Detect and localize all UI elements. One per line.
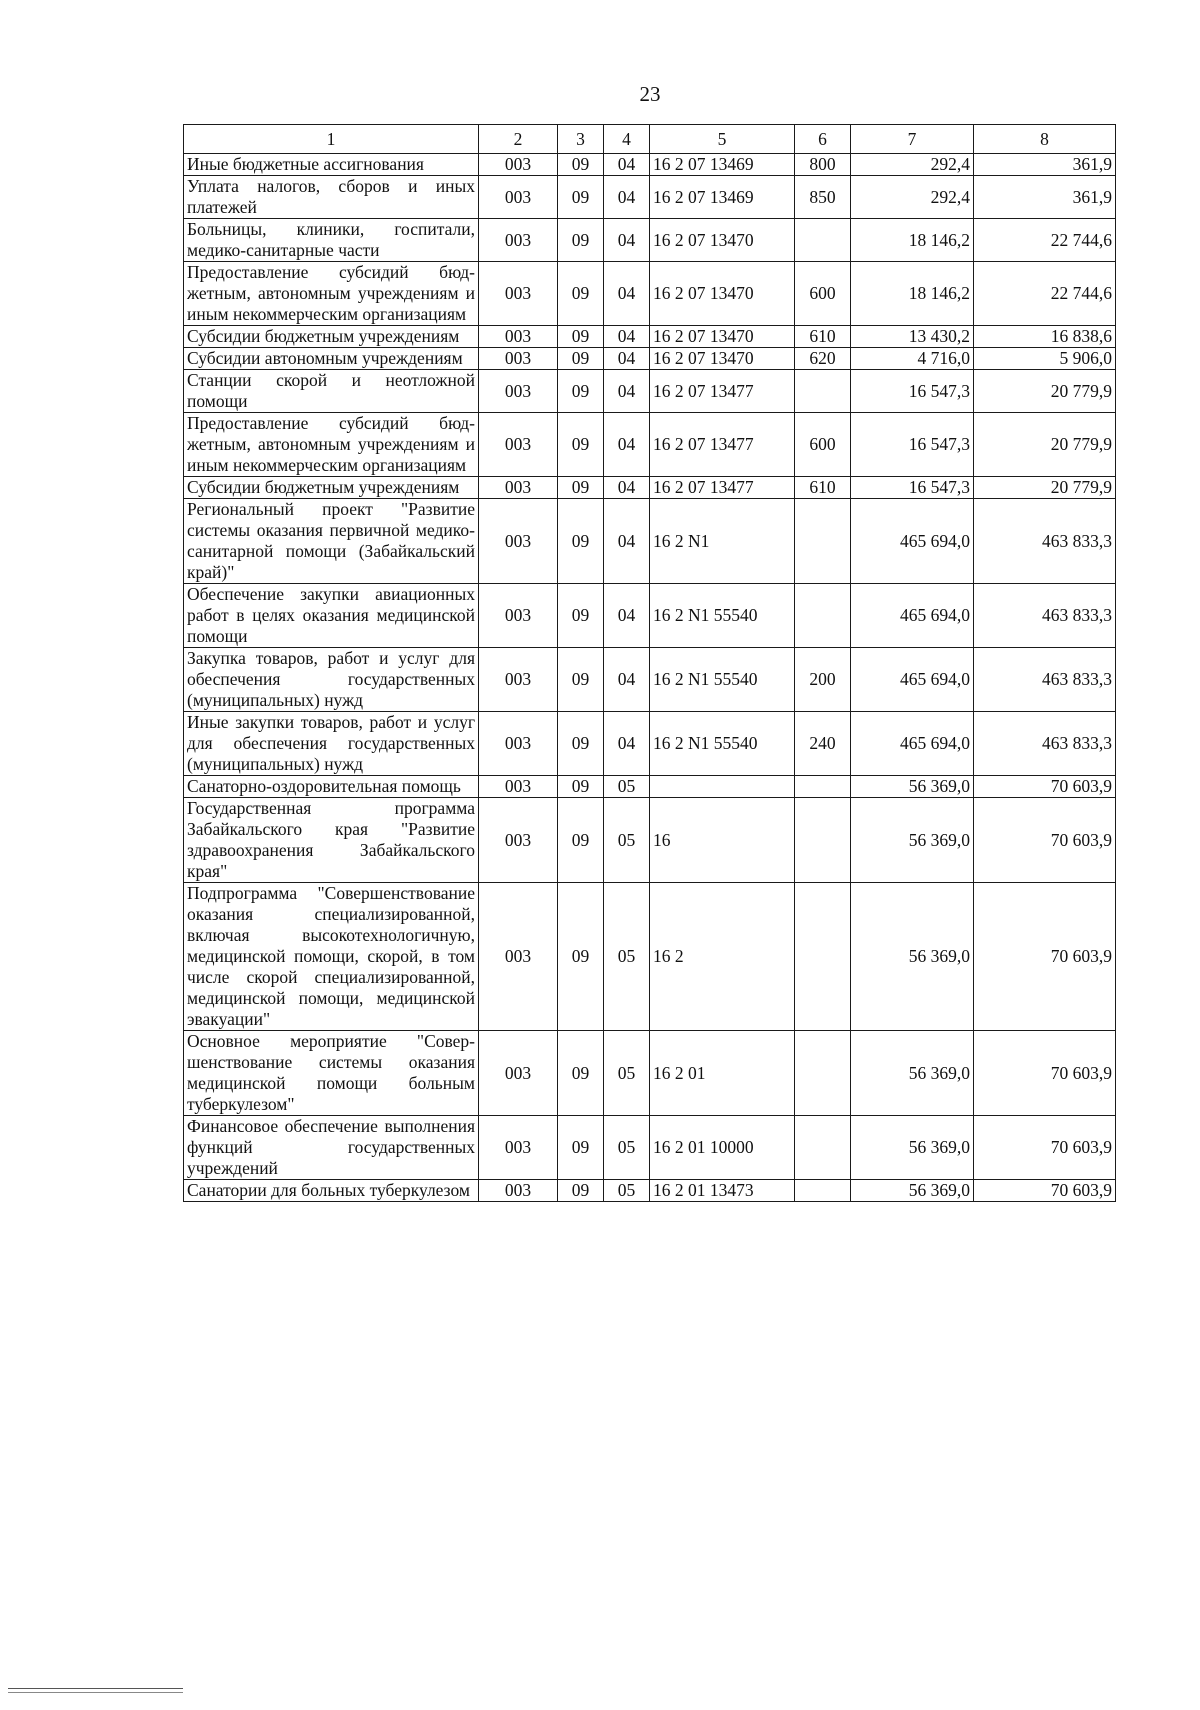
cell-target-article: 16 2 07 13470	[650, 348, 795, 370]
cell-amount-year1: 13 430,2	[851, 326, 974, 348]
cell-target-article: 16 2 01 10000	[650, 1116, 795, 1180]
cell-target-article: 16 2 07 13470	[650, 262, 795, 326]
cell-expense-type: 240	[795, 712, 851, 776]
cell-subsection: 04	[604, 176, 650, 219]
row-name: Субсидии автономным учреждениям	[184, 348, 479, 370]
table-row	[184, 413, 1116, 477]
cell-expense-type	[795, 883, 851, 1031]
cell-expense-type: 800	[795, 154, 851, 176]
cell-expense-type: 600	[795, 262, 851, 326]
cell-subsection: 04	[604, 219, 650, 262]
cell-amount-year2: 70 603,9	[974, 1031, 1116, 1116]
cell-amount-year2: 463 833,3	[974, 712, 1116, 776]
cell-amount-year1: 16 547,3	[851, 477, 974, 499]
cell-section: 09	[558, 499, 604, 584]
cell-amount-year2: 22 744,6	[974, 262, 1116, 326]
row-name: Подпрограмма "Совершенствование оказания специализированной, включая высокотехнологичную, медицинской помощи, скорой, в том числе скорой специализированной, медицинской помощи, медицинской эвакуации"	[184, 883, 479, 1031]
cell-amount-year1: 56 369,0	[851, 798, 974, 883]
cell-expense-type	[795, 219, 851, 262]
cell-amount-year2: 70 603,9	[974, 1116, 1116, 1180]
table-row	[184, 262, 1116, 326]
table-row	[184, 883, 1116, 1031]
cell-admin-code: 003	[479, 1116, 558, 1180]
cell-expense-type	[795, 1031, 851, 1116]
cell-amount-year1: 292,4	[851, 176, 974, 219]
cell-amount-year1: 16 547,3	[851, 370, 974, 413]
cell-section: 09	[558, 1031, 604, 1116]
cell-section: 09	[558, 413, 604, 477]
table-row	[184, 176, 1116, 219]
cell-target-article: 16 2 N1 55540	[650, 584, 795, 648]
table-row	[184, 798, 1116, 883]
table-row	[184, 648, 1116, 712]
cell-amount-year1: 292,4	[851, 154, 974, 176]
row-name: Станции скорой и неотложной помощи	[184, 370, 479, 413]
table-row	[184, 326, 1116, 348]
cell-amount-year1: 465 694,0	[851, 499, 974, 584]
cell-amount-year2: 70 603,9	[974, 1180, 1116, 1202]
table-row	[184, 776, 1116, 798]
cell-amount-year1: 56 369,0	[851, 1180, 974, 1202]
cell-admin-code: 003	[479, 326, 558, 348]
column-header-2: 2	[479, 125, 558, 154]
cell-admin-code: 003	[479, 648, 558, 712]
cell-amount-year1: 18 146,2	[851, 219, 974, 262]
cell-amount-year2: 20 779,9	[974, 413, 1116, 477]
cell-subsection: 04	[604, 370, 650, 413]
cell-target-article: 16 2 01	[650, 1031, 795, 1116]
cell-target-article: 16 2 07 13470	[650, 219, 795, 262]
table-row	[184, 348, 1116, 370]
cell-admin-code: 003	[479, 883, 558, 1031]
cell-expense-type: 600	[795, 413, 851, 477]
cell-target-article: 16 2 07 13477	[650, 370, 795, 413]
cell-section: 09	[558, 712, 604, 776]
cell-amount-year2: 463 833,3	[974, 648, 1116, 712]
cell-amount-year1: 4 716,0	[851, 348, 974, 370]
cell-admin-code: 003	[479, 712, 558, 776]
table-row	[184, 712, 1116, 776]
cell-subsection: 04	[604, 348, 650, 370]
cell-admin-code: 003	[479, 477, 558, 499]
column-header-3: 3	[558, 125, 604, 154]
cell-admin-code: 003	[479, 584, 558, 648]
cell-target-article: 16	[650, 798, 795, 883]
cell-amount-year2: 20 779,9	[974, 477, 1116, 499]
cell-expense-type: 620	[795, 348, 851, 370]
cell-amount-year1: 465 694,0	[851, 584, 974, 648]
cell-target-article: 16 2	[650, 883, 795, 1031]
cell-section: 09	[558, 370, 604, 413]
column-header-6: 6	[795, 125, 851, 154]
page-number: 23	[639, 82, 661, 106]
row-name: Субсидии бюджетным учреждениям	[184, 477, 479, 499]
table-row	[184, 1031, 1116, 1116]
table-row	[184, 1180, 1116, 1202]
cell-amount-year2: 70 603,9	[974, 883, 1116, 1031]
row-name: Закупка товаров, работ и услуг для обеспечения государственных (муниципальных) нужд	[184, 648, 479, 712]
cell-expense-type: 610	[795, 477, 851, 499]
cell-section: 09	[558, 477, 604, 499]
row-name: Иные бюджетные ассигнования	[184, 154, 479, 176]
cell-subsection: 05	[604, 1180, 650, 1202]
cell-subsection: 04	[604, 477, 650, 499]
cell-amount-year2: 463 833,3	[974, 499, 1116, 584]
cell-section: 09	[558, 883, 604, 1031]
column-header-4: 4	[604, 125, 650, 154]
cell-target-article: 16 2 07 13469	[650, 154, 795, 176]
cell-subsection: 04	[604, 584, 650, 648]
cell-subsection: 04	[604, 413, 650, 477]
cell-amount-year1: 465 694,0	[851, 712, 974, 776]
row-name: Больницы, клиники, госпитали, медико-санитарные части	[184, 219, 479, 262]
cell-subsection: 04	[604, 499, 650, 584]
row-name: Государственная программа Забайкальского края "Развитие здравоохранения Забайкальского края"	[184, 798, 479, 883]
cell-section: 09	[558, 1180, 604, 1202]
cell-subsection: 05	[604, 798, 650, 883]
cell-expense-type	[795, 1180, 851, 1202]
cell-admin-code: 003	[479, 798, 558, 883]
cell-admin-code: 003	[479, 776, 558, 798]
cell-target-article: 16 2 07 13477	[650, 477, 795, 499]
cell-target-article: 16 2 07 13470	[650, 326, 795, 348]
cell-amount-year2: 20 779,9	[974, 370, 1116, 413]
table-row	[184, 477, 1116, 499]
table-body	[184, 154, 1116, 1202]
row-name: Предоставление субсидий бюджетным, автономным учреждениям и иным некоммерческим организациям	[184, 262, 479, 326]
row-name: Обеспечение закупки авиационных работ в целях оказания медицинской помощи	[184, 584, 479, 648]
cell-amount-year2: 16 838,6	[974, 326, 1116, 348]
cell-subsection: 05	[604, 883, 650, 1031]
scan-edge-line	[8, 1688, 183, 1689]
cell-section: 09	[558, 176, 604, 219]
cell-admin-code: 003	[479, 348, 558, 370]
cell-target-article: 16 2 07 13469	[650, 176, 795, 219]
cell-amount-year2: 5 906,0	[974, 348, 1116, 370]
row-name: Уплата налогов, сборов и иных платежей	[184, 176, 479, 219]
cell-amount-year2: 70 603,9	[974, 776, 1116, 798]
cell-section: 09	[558, 154, 604, 176]
cell-admin-code: 003	[479, 1031, 558, 1116]
row-name: Предоставление субсидий бюджетным, автономным учреждениям и иным некоммерческим организациям	[184, 413, 479, 477]
cell-subsection: 04	[604, 648, 650, 712]
cell-admin-code: 003	[479, 413, 558, 477]
cell-subsection: 04	[604, 712, 650, 776]
cell-subsection: 04	[604, 262, 650, 326]
cell-subsection: 04	[604, 154, 650, 176]
cell-expense-type	[795, 798, 851, 883]
table-row	[184, 499, 1116, 584]
cell-amount-year1: 18 146,2	[851, 262, 974, 326]
cell-admin-code: 003	[479, 370, 558, 413]
cell-section: 09	[558, 348, 604, 370]
cell-target-article: 16 2 N1 55540	[650, 648, 795, 712]
cell-subsection: 04	[604, 326, 650, 348]
cell-subsection: 05	[604, 1031, 650, 1116]
row-name: Иные закупки товаров, работ и услуг для обеспечения государственных (муниципальных) нужд	[184, 712, 479, 776]
cell-target-article	[650, 776, 795, 798]
cell-amount-year2: 70 603,9	[974, 798, 1116, 883]
cell-amount-year2: 22 744,6	[974, 219, 1116, 262]
cell-admin-code: 003	[479, 262, 558, 326]
cell-expense-type	[795, 1116, 851, 1180]
cell-amount-year1: 56 369,0	[851, 776, 974, 798]
cell-expense-type: 610	[795, 326, 851, 348]
cell-section: 09	[558, 326, 604, 348]
cell-amount-year1: 56 369,0	[851, 1031, 974, 1116]
cell-target-article: 16 2 N1	[650, 499, 795, 584]
cell-expense-type	[795, 584, 851, 648]
cell-admin-code: 003	[479, 176, 558, 219]
cell-expense-type: 200	[795, 648, 851, 712]
cell-amount-year2: 463 833,3	[974, 584, 1116, 648]
cell-amount-year2: 361,9	[974, 176, 1116, 219]
table-row	[184, 370, 1116, 413]
column-header-1: 1	[184, 125, 479, 154]
table-row	[184, 1116, 1116, 1180]
row-name: Санатории для больных туберкулезом	[184, 1180, 479, 1202]
cell-amount-year1: 56 369,0	[851, 883, 974, 1031]
cell-admin-code: 003	[479, 499, 558, 584]
table-row	[184, 219, 1116, 262]
row-name: Санаторно-оздоровительная помощь	[184, 776, 479, 798]
cell-section: 09	[558, 776, 604, 798]
column-header-7: 7	[851, 125, 974, 154]
budget-table	[183, 124, 1116, 1202]
row-name: Финансовое обеспечение выполнения функций государственных учреждений	[184, 1116, 479, 1180]
cell-admin-code: 003	[479, 1180, 558, 1202]
cell-section: 09	[558, 648, 604, 712]
cell-section: 09	[558, 219, 604, 262]
cell-amount-year2: 361,9	[974, 154, 1116, 176]
cell-expense-type: 850	[795, 176, 851, 219]
column-header-8: 8	[974, 125, 1116, 154]
column-header-5: 5	[650, 125, 795, 154]
cell-section: 09	[558, 584, 604, 648]
cell-section: 09	[558, 798, 604, 883]
cell-amount-year1: 465 694,0	[851, 648, 974, 712]
cell-admin-code: 003	[479, 154, 558, 176]
cell-expense-type	[795, 370, 851, 413]
cell-subsection: 05	[604, 1116, 650, 1180]
table-row	[184, 584, 1116, 648]
cell-section: 09	[558, 1116, 604, 1180]
cell-admin-code: 003	[479, 219, 558, 262]
row-name: Субсидии бюджетным учреждениям	[184, 326, 479, 348]
table-row	[184, 154, 1116, 176]
cell-expense-type	[795, 499, 851, 584]
cell-amount-year1: 16 547,3	[851, 413, 974, 477]
cell-section: 09	[558, 262, 604, 326]
cell-expense-type	[795, 776, 851, 798]
cell-target-article: 16 2 01 13473	[650, 1180, 795, 1202]
header-row	[184, 125, 1116, 154]
row-name: Региональный проект "Развитие системы оказания первичной медико-санитарной помощи (Забайкальский край)"	[184, 499, 479, 584]
cell-target-article: 16 2 07 13477	[650, 413, 795, 477]
scan-edge-line	[8, 1692, 183, 1693]
cell-amount-year1: 56 369,0	[851, 1116, 974, 1180]
cell-subsection: 05	[604, 776, 650, 798]
cell-target-article: 16 2 N1 55540	[650, 712, 795, 776]
row-name: Основное мероприятие "Совершенствование системы оказания медицинской помощи больным туберкулезом"	[184, 1031, 479, 1116]
